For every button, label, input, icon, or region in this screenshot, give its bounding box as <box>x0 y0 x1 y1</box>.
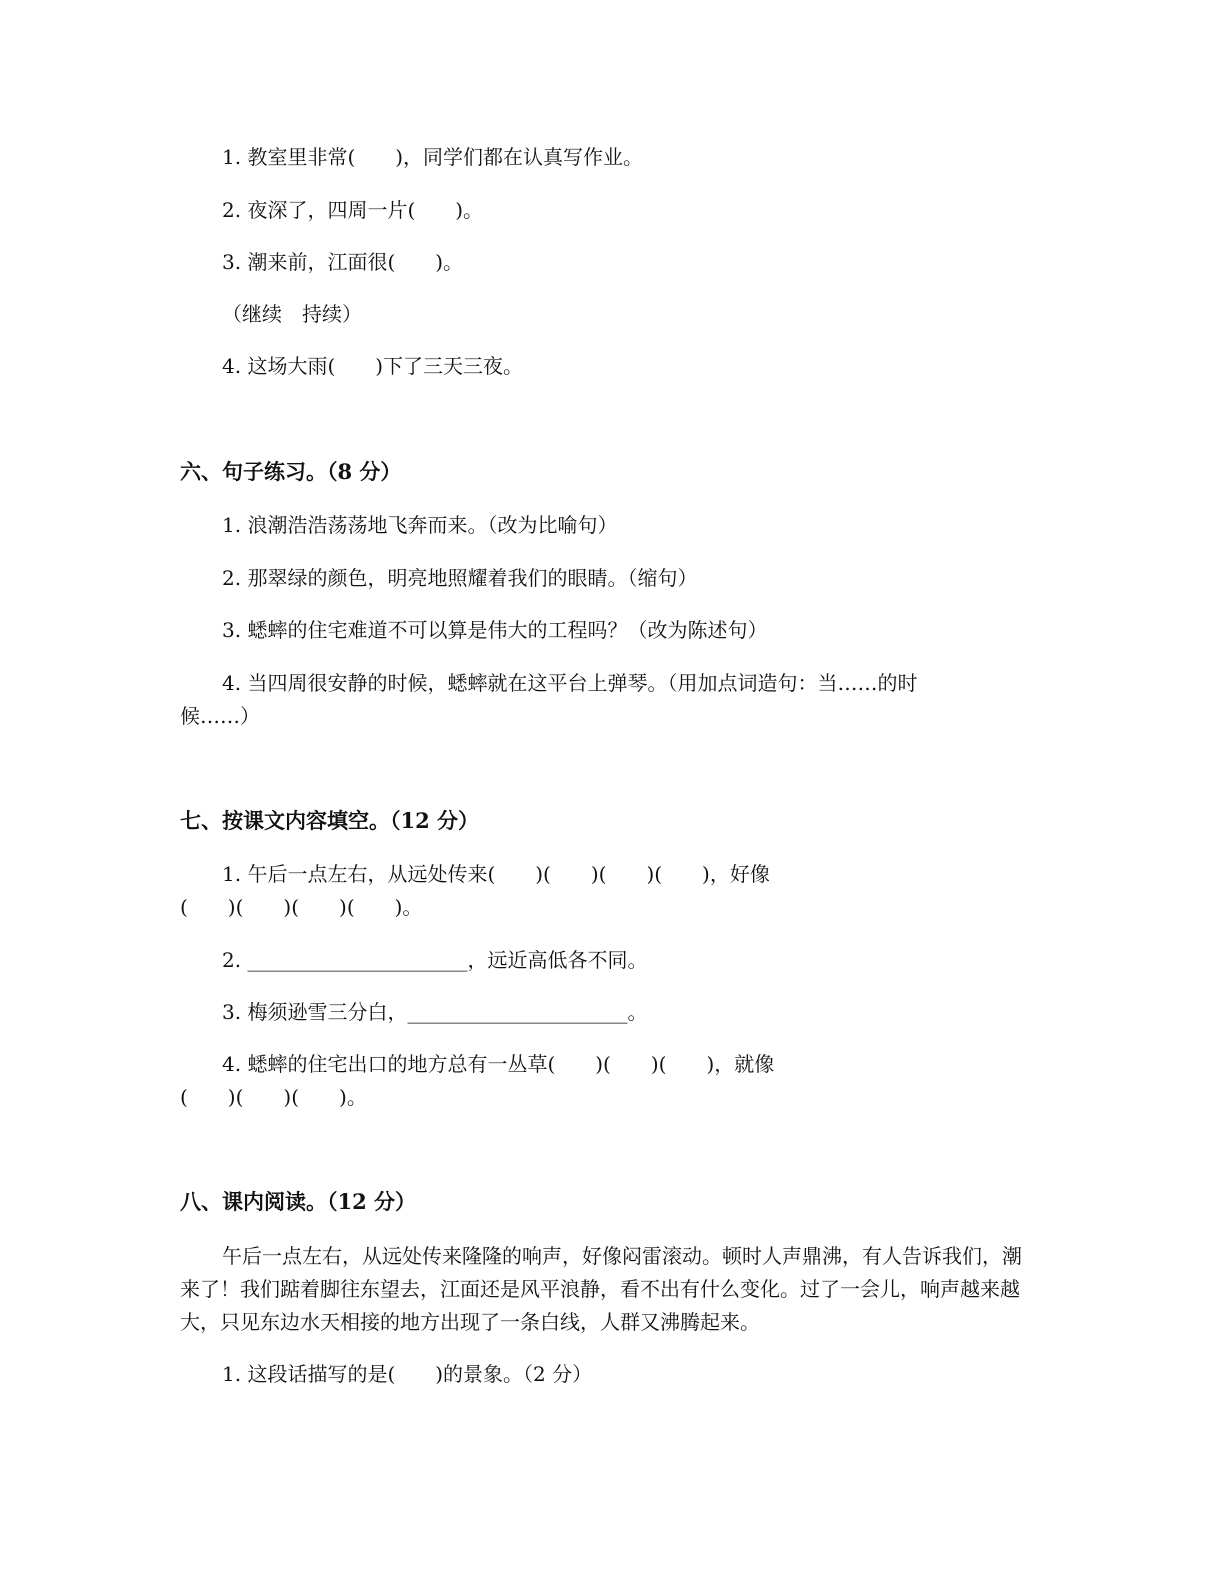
sec7-question-2: 2. ______________________，远近高低各不同。 <box>222 948 648 972</box>
sec6-heading: 六、句子练习。（8 分） <box>180 459 402 484</box>
sec8-question-1: 1. 这段话描写的是( )的景象。（2 分） <box>222 1362 593 1386</box>
sec8-heading: 八、课内阅读。（12 分） <box>180 1189 417 1214</box>
sec6-question-1: 1. 浪潮浩浩荡荡地飞奔而来。（改为比喻句） <box>222 513 618 537</box>
sec5-question-1: 1. 教室里非常( )，同学们都在认真写作业。 <box>222 145 644 169</box>
sec6-question-3: 3. 蟋蟀的住宅难道不可以算是伟大的工程吗？（改为陈述句） <box>222 618 768 642</box>
sec7-question-1-line-2: ( )( )( )( )。 <box>180 895 423 919</box>
sec5-question-2: 2. 夜深了，四周一片( )。 <box>222 198 484 222</box>
sec6-question-2: 2. 那翠绿的颜色，明亮地照耀着我们的眼睛。（缩句） <box>222 566 698 590</box>
sec5-question-4: 4. 这场大雨( )下了三天三夜。 <box>222 354 524 378</box>
sec5-question-3: 3. 潮来前，江面很( )。 <box>222 250 464 274</box>
sec7-question-4-line-2: ( )( )( )。 <box>180 1085 367 1109</box>
sec7-question-4-line-1: 4. 蟋蟀的住宅出口的地方总有一丛草( )( )( )，就像 <box>222 1052 775 1076</box>
sec6-question-4-line-2: 候……） <box>180 704 260 728</box>
sec7-heading: 七、按课文内容填空。（12 分） <box>180 808 480 833</box>
sec7-question-1-line-1: 1. 午后一点左右，从远处传来( )( )( )( )，好像 <box>222 862 770 886</box>
sec6-question-4-line-1: 4. 当四周很安静的时候，蟋蟀就在这平台上弹琴。（用加点词造句：当……的时 <box>222 671 918 695</box>
sec8-passage: 午后一点左右，从远处传来隆隆的响声，好像闷雷滚动。顿时人声鼎沸，有人告诉我们，潮来了！我们踮着脚往东望去，江面还是风平浪静，看不出有什么变化。过了一会儿，响声越来越大，只见东边水天相接的地方出现了一条白线，人群又沸腾起来。 <box>180 1244 1022 1334</box>
sec5-word-choices: （继续 持续） <box>222 302 362 326</box>
sec7-question-3: 3. 梅须逊雪三分白，______________________。 <box>222 1000 648 1024</box>
